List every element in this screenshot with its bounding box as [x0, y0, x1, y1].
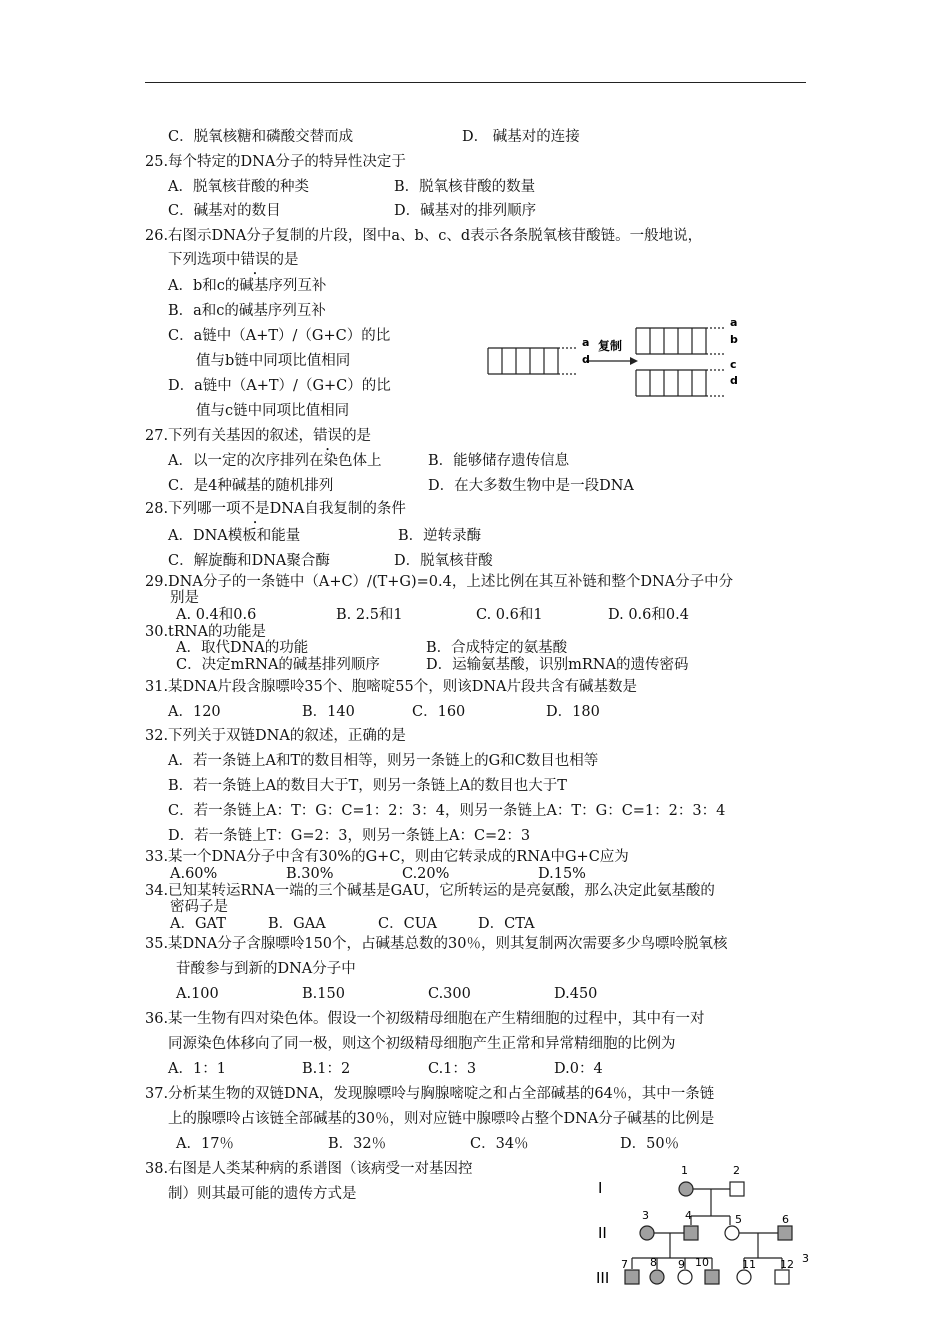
q25-stem: 25.每个特定的DNA分子的特异性决定于 [145, 154, 406, 170]
generation-label-1: I [598, 1179, 603, 1197]
q29-option-b[interactable]: B. 2.5和1 [336, 607, 403, 623]
q33-option-c[interactable]: C.20% [402, 866, 450, 882]
fig-label-d: d [730, 374, 738, 387]
q31-option-a[interactable]: A．120 [168, 704, 221, 720]
pedigree-individual-12 [775, 1270, 789, 1284]
q29-option-a[interactable]: A. 0.4和0.6 [176, 607, 257, 623]
q30-option-b[interactable]: B．合成特定的氨基酸 [426, 640, 568, 656]
q24-option-d[interactable]: D． 碱基对的连接 [462, 129, 580, 145]
pedigree-number-4: 4 [685, 1209, 692, 1222]
pedigree-individual-10 [705, 1270, 719, 1284]
q26-option-a[interactable]: A．b和c的碱基序列互补 [168, 278, 327, 294]
generation-label-3: III [596, 1269, 610, 1287]
q31-stem: 31.某DNA片段含腺嘌呤35个、胞嘧啶55个，则该DNA片段共含有碱基数是 [145, 679, 638, 695]
q36-stem-line2: 同源染色体移向了同一极，则这个初级精母细胞产生正常和异常精细胞的比例为 [168, 1036, 676, 1052]
pedigree-individual-7 [625, 1270, 639, 1284]
pedigree-number-11: 11 [742, 1258, 756, 1271]
q37-option-c[interactable]: C．34％ [470, 1136, 529, 1152]
q26-option-b[interactable]: B．a和c的碱基序列互补 [168, 303, 326, 319]
pedigree-number-8: 8 [650, 1256, 657, 1269]
pedigree-individual-4 [684, 1226, 698, 1240]
q29-option-d[interactable]: D. 0.6和0.4 [608, 607, 689, 623]
q27-option-a[interactable]: A．以一定的次序排列在染色体上 [168, 453, 382, 469]
q26-option-c-line2: 值与b链中同项比值相同 [196, 353, 351, 369]
q26-emphasis: 错误 [240, 252, 270, 268]
fig-label-a-left: a [582, 336, 590, 349]
q25-option-d[interactable]: D．碱基对的排列顺序 [394, 203, 537, 219]
q38-stem-line2: 制）则其最可能的遗传方式是 [168, 1186, 357, 1202]
q31-option-c[interactable]: C．160 [412, 704, 466, 720]
fig-label-a: a [730, 316, 738, 329]
pedigree-individual-2 [730, 1182, 744, 1196]
q38-stem-line1: 38.右图是人类某种病的系谱图（该病受一对基因控 [145, 1161, 473, 1177]
q27-stem: 27.下列有关基因的叙述，错误的是 [145, 428, 372, 444]
q28-option-d[interactable]: D．脱氧核苷酸 [394, 553, 493, 569]
q31-option-b[interactable]: B．140 [302, 704, 355, 720]
q24-option-c[interactable]: C．脱氧核糖和磷酸交替而成 [168, 129, 354, 145]
q36-stem-line1: 36.某一生物有四对染色体。假设一个初级精母细胞在产生精细胞的过程中，其中有一对 [145, 1011, 705, 1027]
q27-option-c[interactable]: C．是4种碱基的随机排列 [168, 478, 334, 494]
q30-option-a[interactable]: A．取代DNA的功能 [176, 640, 309, 656]
q28-emphasis: 不是 [240, 501, 270, 517]
q31-option-d[interactable]: D．180 [546, 704, 600, 720]
pedigree-page-mark: 3 [802, 1252, 809, 1265]
q26-option-c-line1[interactable]: C．a链中（A+T）/（G+C）的比 [168, 328, 391, 344]
q36-option-a[interactable]: A．1：1 [168, 1061, 226, 1077]
pedigree-number-3: 3 [642, 1209, 649, 1222]
q35-option-a[interactable]: A.100 [176, 986, 219, 1002]
fig-copy-label: 复制 [598, 339, 623, 353]
fig-label-d-left: d [582, 353, 590, 366]
q35-option-b[interactable]: B.150 [302, 986, 345, 1002]
q27-option-b[interactable]: B．能够储存遗传信息 [428, 453, 570, 469]
arrow-head-icon [630, 357, 638, 365]
pedigree-individual-1 [679, 1182, 693, 1196]
fig-label-b: b [730, 333, 738, 346]
pedigree-number-1: 1 [681, 1164, 688, 1177]
q34-option-c[interactable]: C．CUA [378, 916, 437, 932]
dna-replication-figure [480, 310, 750, 410]
q35-option-c[interactable]: C.300 [428, 986, 471, 1002]
q37-option-d[interactable]: D．50％ [620, 1136, 680, 1152]
q30-stem: 30.tRNA的功能是 [145, 624, 266, 640]
q33-option-d[interactable]: D.15% [538, 866, 586, 882]
q29-stem-line2: 别是 [170, 590, 199, 606]
q30-option-c[interactable]: C．决定mRNA的碱基排列顺序 [176, 657, 380, 673]
q32-option-d[interactable]: D．若一条链上T：G=2：3，则另一条链上A：C=2：3 [168, 828, 531, 844]
pedigree-chart [590, 1158, 820, 1344]
q28-option-a[interactable]: A．DNA模板和能量 [168, 528, 301, 544]
q26-stem-line1: 26.右图示DNA分子复制的片段，图中a、b、c、d表示各条脱氧核苷酸链。一般地说， [145, 228, 703, 244]
fig-label-c: c [730, 358, 737, 371]
pedigree-number-7: 7 [621, 1258, 628, 1271]
q34-option-a[interactable]: A．GAT [170, 916, 226, 932]
q28-option-c[interactable]: C．解旋酶和DNA聚合酶 [168, 553, 330, 569]
q37-stem-line2: 上的腺嘌呤占该链全部碱基的30％，则对应链中腺嘌呤占整个DNA分子碱基的比例是 [168, 1111, 715, 1127]
pedigree-number-9: 9 [678, 1258, 685, 1271]
q35-option-d[interactable]: D.450 [554, 986, 598, 1002]
pedigree-individual-3 [640, 1226, 654, 1240]
q25-option-a[interactable]: A．脱氧核苷酸的种类 [168, 179, 309, 195]
q26-option-d-line2: 值与c链中同项比值相同 [196, 403, 350, 419]
q36-option-b[interactable]: B.1：2 [302, 1061, 351, 1077]
q32-option-b[interactable]: B．若一条链上A的数目大于T，则另一条链上A的数目也大于T [168, 778, 567, 794]
header-rule [145, 82, 806, 83]
q26-option-d-line1[interactable]: D．a链中（A+T）/（G+C）的比 [168, 378, 391, 394]
q32-option-c[interactable]: C．若一条链上A：T：G：C=1：2：3：4，则另一条链上A：T：G：C=1：2：3：4 [168, 803, 726, 819]
q32-stem: 32.下列关于双链DNA的叙述，正确的是 [145, 728, 406, 744]
q28-stem: 28.下列哪一项不是DNA自我复制的条件 [145, 501, 406, 517]
q33-stem: 33.某一个DNA分子中含有30%的G+C，则由它转录成的RNA中G+C应为 [145, 849, 629, 865]
pedigree-number-10: 10 [695, 1256, 709, 1269]
q30-option-d[interactable]: D．运输氨基酸，识别mRNA的遗传密码 [426, 657, 689, 673]
q34-option-b[interactable]: B．GAA [268, 916, 326, 932]
q33-option-a[interactable]: A.60% [170, 866, 218, 882]
q37-option-b[interactable]: B．32％ [328, 1136, 387, 1152]
q34-option-d[interactable]: D．CTA [478, 916, 535, 932]
q37-option-a[interactable]: A．17％ [176, 1136, 234, 1152]
q25-option-b[interactable]: B．脱氧核苷酸的数量 [394, 179, 536, 195]
q25-option-c[interactable]: C．碱基对的数目 [168, 203, 281, 219]
pedigree-number-5: 5 [735, 1213, 742, 1226]
q34-stem-line1: 34.已知某转运RNA一端的三个碱基是GAU，它所转运的是亮氨酸，那么决定此氨基酸的 [145, 883, 715, 899]
q29-option-c[interactable]: C. 0.6和1 [476, 607, 543, 623]
pedigree-number-2: 2 [733, 1164, 740, 1177]
q35-stem-line2: 苷酸参与到新的DNA分子中 [176, 961, 356, 977]
generation-label-2: II [598, 1224, 607, 1242]
q32-option-a[interactable]: A．若一条链上A和T的数目相等，则另一条链上的G和C数目也相等 [168, 753, 599, 769]
q27-emphasis: 错误 [313, 428, 343, 444]
q29-stem-line1: 29.DNA分子的一条链中（A+C）/(T+G)=0.4，上述比例在其互补链和整个DNA分子中分 [145, 574, 734, 590]
q34-stem-line2: 密码子是 [170, 899, 228, 915]
pedigree-individual-8 [650, 1270, 664, 1284]
q36-option-c[interactable]: C.1：3 [428, 1061, 477, 1077]
q27-option-d[interactable]: D．在大多数生物中是一段DNA [428, 478, 634, 494]
pedigree-individual-9 [678, 1270, 692, 1284]
q33-option-b[interactable]: B.30% [286, 866, 334, 882]
pedigree-individual-11 [737, 1270, 751, 1284]
q37-stem-line1: 37.分析某生物的双链DNA，发现腺嘌呤与胸腺嘧啶之和占全部碱基的64％，其中一条链 [145, 1086, 715, 1102]
q26-stem-line2: 下列选项中错误的是 [168, 252, 299, 268]
q36-option-d[interactable]: D.0：4 [554, 1061, 603, 1077]
pedigree-individual-5 [725, 1226, 739, 1240]
pedigree-number-12: 12 [780, 1258, 794, 1271]
pedigree-individual-6 [778, 1226, 792, 1240]
pedigree-number-6: 6 [782, 1213, 789, 1226]
q35-stem-line1: 35.某DNA分子含腺嘌呤150个，占碱基总数的30％，则其复制两次需要多少鸟嘌呤脱氧核 [145, 936, 728, 952]
q28-option-b[interactable]: B．逆转录酶 [398, 528, 482, 544]
